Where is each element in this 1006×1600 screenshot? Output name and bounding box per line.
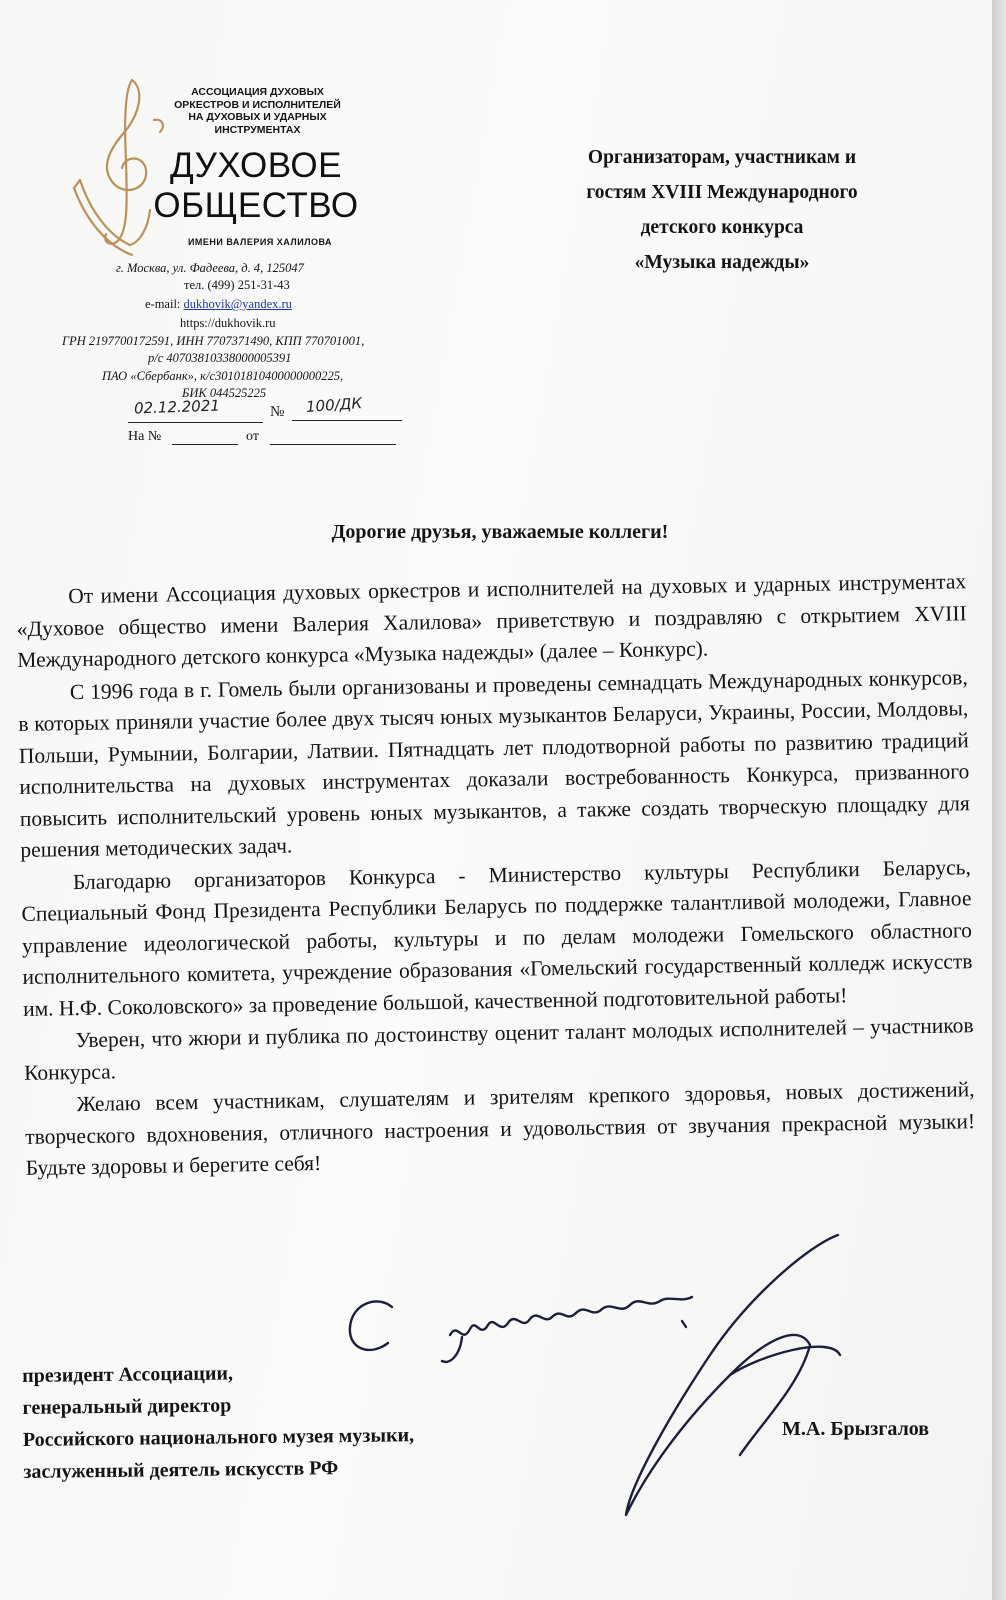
recipient-line: Организаторам, участникам и [587, 147, 857, 168]
brand-line-1: ДУХОВОЕ [170, 146, 342, 185]
number-label: № [270, 404, 285, 420]
signer-name: М.А. Брызгалов [782, 1418, 930, 1440]
address: г. Москва, ул. Фадеева, д. 4, 125047 [116, 261, 304, 275]
recipient-line: гостям XVIII Международного [586, 182, 858, 203]
signoff-line: Российского национального музея музыки, [22, 1424, 415, 1451]
email-label: e-mail: [145, 297, 184, 311]
brand-name [150, 146, 362, 226]
association-line: ИНСТРУМЕНТАХ [214, 123, 301, 136]
brand-line-2: ОБЩЕСТВО [153, 186, 359, 225]
date-underline [128, 422, 263, 423]
association-line: АССОЦИАЦИЯ ДУХОВЫХ [191, 86, 324, 98]
website[interactable]: https://dukhovik.ru [180, 316, 276, 330]
recipient-line: «Музыка надежды» [634, 252, 810, 273]
reply-from-line [270, 444, 396, 445]
letter-body [16, 566, 976, 1185]
paragraph: От имени Ассоциация духовых оркестров и исполнителей на духовых и ударных инструментах «Духовое общество имени Валерия Халилова» приветствую и поздравляю с открытием XVIII Международного детского конкурса «Музыка надежды» (далее – Конкурс). [16, 569, 967, 672]
bik: БИК 044525225 [182, 386, 267, 400]
signoff-line: президент Ассоциации, [22, 1362, 234, 1387]
signoff-line: генеральный директор [22, 1394, 232, 1419]
greeting: Дорогие друзья, уважаемые коллеги! [331, 521, 669, 543]
handwritten-number: 100/ДК [305, 394, 363, 416]
reply-number-label: На № [128, 429, 162, 444]
logo [70, 60, 390, 260]
paragraph: С 1996 года в г. Гомель были организованы и проведены семнадцать Международных конкурсов, в которых приняли участие более двух тысяч юных музыкантов Беларуси, Украины, России, Молдовы, Польши, Румынии, Болгарии, Латвии. Пятнадцать лет плодотворной работы по развитию традиций исполнительства на духовых инструментах доказали востребованность Конкурса, призванного повысить исполнительский уровень юных музыкантов, а также создать творческую площадку для решения методических задач. [18, 664, 970, 862]
phone: тел. (499) 251-31-43 [184, 278, 290, 292]
paragraph: Благодарю организаторов Конкурса - Министерство культуры Республики Беларусь, Специальный Фонд Президента Республики Беларусь по поддержке талантливой молодежи, Главное управление идеологической работы, культуры и по делам молодежи Гомельского областного исполнительного комитета, учреждение образования «Гомельский государственный колледж искусств им. Н.Ф. Соколовского» за проведение большой, качественной подготовительной работы! [21, 854, 973, 1021]
recipient-line: детского конкурса [640, 217, 804, 238]
reply-number-line [172, 444, 238, 445]
email-link[interactable]: dukhovik@yandex.ru [183, 297, 292, 311]
paragraph: Уверен, что жюри и публика по достоинству оценит талант молодых исполнителей – участников Конкурса. [23, 1013, 974, 1085]
bank-details: ПАО «Сбербанк», к/с30101810400000000225, [102, 369, 344, 383]
association-line: НА ДУХОВЫХ И УДАРНЫХ [188, 111, 327, 123]
bank-account: р/с 40703810338000005391 [148, 351, 292, 365]
association-line: ОРКЕСТРОВ И ИСПОЛНИТЕЛЕЙ [174, 98, 341, 111]
handwritten-date: 02.12.2021 [133, 396, 221, 418]
signoff-line: заслуженный деятель искусств РФ [23, 1457, 339, 1483]
email-line [145, 296, 292, 313]
signoff-block [22, 1355, 415, 1488]
paragraph: Желаю всем участникам, слушателям и зрителям крепкого здоровья, новых достижений, творческого вдохновения, отличного настроения и удовольствия от звучания прекрасной музыки! Будьте здоровы и берегите себя! [24, 1077, 976, 1180]
page-edge [992, 0, 1006, 1600]
recipient-block [512, 140, 932, 280]
reply-from-label: от [246, 429, 259, 444]
number-underline [292, 420, 402, 421]
registration-numbers: ГРН 2197700172591, ИНН 7707371490, КПП 770701001, [62, 334, 365, 348]
association-name [165, 86, 350, 136]
brand-subtitle: ИМЕНИ ВАЛЕРИЯ ХАЛИЛОВА [187, 237, 333, 247]
